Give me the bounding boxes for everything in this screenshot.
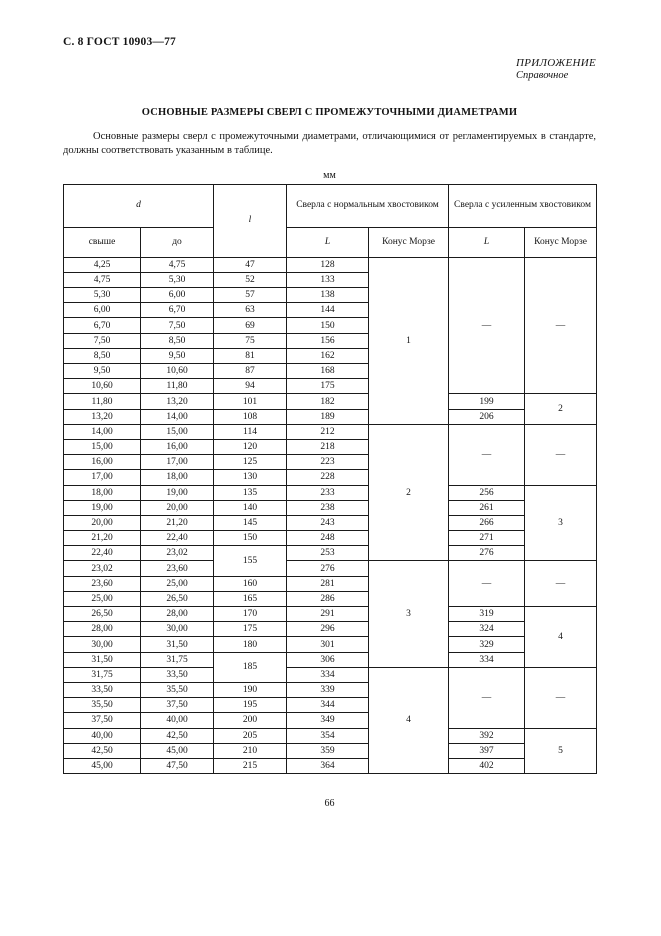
table-cell: 168 <box>287 364 369 379</box>
table-row <box>64 394 597 409</box>
table-cell: 31,75 <box>141 652 214 667</box>
table-cell: 15,00 <box>64 439 141 454</box>
table-row <box>64 652 597 667</box>
table-cell: 2 <box>525 394 597 424</box>
table-cell: 359 <box>287 743 369 758</box>
table-cell: 215 <box>214 758 287 773</box>
table-cell: 42,50 <box>64 743 141 758</box>
table-cell: 205 <box>214 728 287 743</box>
table-row <box>64 409 597 424</box>
table-cell: 4,75 <box>141 257 214 272</box>
annex-type: Справочное <box>516 70 569 81</box>
table-cell: 23,60 <box>141 561 214 576</box>
table-cell: 175 <box>214 622 287 637</box>
table-cell: — <box>449 667 525 728</box>
table-cell: 160 <box>214 576 287 591</box>
table-cell: 14,00 <box>141 409 214 424</box>
table-row <box>64 485 597 500</box>
table-cell: 23,02 <box>64 561 141 576</box>
table-cell: 4,75 <box>64 272 141 287</box>
table-cell: 291 <box>287 607 369 622</box>
table-cell: 101 <box>214 394 287 409</box>
table-cell: 81 <box>214 348 287 363</box>
table-cell: 23,02 <box>141 546 214 561</box>
table-cell: 296 <box>287 622 369 637</box>
table-cell: 128 <box>287 257 369 272</box>
table-cell: 319 <box>449 607 525 622</box>
table-cell: 47 <box>214 257 287 272</box>
table-cell: 3 <box>369 561 449 667</box>
table-cell: 5,30 <box>64 288 141 303</box>
table-cell: 33,50 <box>141 667 214 682</box>
table-cell: 324 <box>449 622 525 637</box>
table-cell: 212 <box>287 424 369 439</box>
table-row <box>64 257 597 272</box>
table-cell: — <box>449 561 525 607</box>
table-cell: 339 <box>287 682 369 697</box>
table-cell: 69 <box>214 318 287 333</box>
table-cell: 6,00 <box>64 303 141 318</box>
table-cell: 17,00 <box>141 455 214 470</box>
table-cell: 18,00 <box>141 470 214 485</box>
table-cell: 253 <box>287 546 369 561</box>
table-row <box>64 500 597 515</box>
table-cell: 42,50 <box>141 728 214 743</box>
table-cell: 7,50 <box>141 318 214 333</box>
page-number: 66 <box>324 798 335 810</box>
col-header-morse-normal: Конус Морзе <box>369 227 449 257</box>
table-cell: 6,00 <box>141 288 214 303</box>
table-cell: 45,00 <box>64 758 141 773</box>
table-row <box>64 424 597 439</box>
table-cell: 31,50 <box>64 652 141 667</box>
table-cell: 63 <box>214 303 287 318</box>
table-cell: 35,50 <box>64 698 141 713</box>
table-cell: 218 <box>287 439 369 454</box>
table-cell: 52 <box>214 272 287 287</box>
table-cell: 162 <box>287 348 369 363</box>
table-cell: 144 <box>287 303 369 318</box>
table-cell: 75 <box>214 333 287 348</box>
table-cell: 6,70 <box>141 303 214 318</box>
table-cell: 17,00 <box>64 470 141 485</box>
col-header-L-reinforced: L <box>449 227 525 257</box>
table-cell: 35,50 <box>141 682 214 697</box>
table-cell: 14,00 <box>64 424 141 439</box>
table-cell: 190 <box>214 682 287 697</box>
table-cell: 364 <box>287 758 369 773</box>
table-cell: 195 <box>214 698 287 713</box>
table-cell: 402 <box>449 758 525 773</box>
table-cell: 22,40 <box>64 546 141 561</box>
table-cell: 329 <box>449 637 525 652</box>
table-cell: 5,30 <box>141 272 214 287</box>
table-row <box>64 531 597 546</box>
table-cell: 33,50 <box>64 682 141 697</box>
table-cell: 94 <box>214 379 287 394</box>
table-cell: 26,50 <box>64 607 141 622</box>
table-cell: 182 <box>287 394 369 409</box>
table-cell: 4,25 <box>64 257 141 272</box>
table-cell: 40,00 <box>64 728 141 743</box>
table-cell: 138 <box>287 288 369 303</box>
table-cell: 175 <box>287 379 369 394</box>
table-cell: — <box>525 667 597 728</box>
table-cell: 11,80 <box>64 394 141 409</box>
table-cell: 140 <box>214 500 287 515</box>
table-cell: 206 <box>449 409 525 424</box>
table-cell: 30,00 <box>64 637 141 652</box>
table-cell: 354 <box>287 728 369 743</box>
table-row <box>64 743 597 758</box>
col-group-normal-shank: Сверла с нормальным хвостовиком <box>287 184 449 227</box>
col-header-to: до <box>141 227 214 257</box>
table-cell: 19,00 <box>141 485 214 500</box>
table-cell: 120 <box>214 439 287 454</box>
table-cell: 16,00 <box>64 455 141 470</box>
table-cell: 31,75 <box>64 667 141 682</box>
table-cell: 228 <box>287 470 369 485</box>
table-cell: 57 <box>214 288 287 303</box>
table-cell: 248 <box>287 531 369 546</box>
table-cell: 28,00 <box>64 622 141 637</box>
table-cell: 286 <box>287 591 369 606</box>
table-cell: 200 <box>214 713 287 728</box>
table-cell: 199 <box>449 394 525 409</box>
table-cell: 30,00 <box>141 622 214 637</box>
table-row <box>64 561 597 576</box>
table-row <box>64 728 597 743</box>
col-header-over: свыше <box>64 227 141 257</box>
table-cell: — <box>525 424 597 485</box>
table-cell: 276 <box>287 561 369 576</box>
table-cell: 20,00 <box>64 515 141 530</box>
table-cell: 45,00 <box>141 743 214 758</box>
table-cell: 22,40 <box>141 531 214 546</box>
dimensions-table <box>63 184 597 774</box>
table-cell: — <box>449 424 525 485</box>
table-header <box>64 184 597 257</box>
table-cell: — <box>525 257 597 394</box>
table-cell: 47,50 <box>141 758 214 773</box>
document-title: ОСНОВНЫЕ РАЗМЕРЫ СВЕРЛ С ПРОМЕЖУТОЧНЫМИ ДИАМЕТРАМИ <box>141 107 518 118</box>
table-cell: 21,20 <box>141 515 214 530</box>
annex-block <box>63 57 596 83</box>
page-header-reference: С. 8 ГОСТ 10903—77 <box>63 36 176 48</box>
table-cell: 133 <box>287 272 369 287</box>
table-cell: 114 <box>214 424 287 439</box>
table-cell: 165 <box>214 591 287 606</box>
col-header-L-normal: L <box>287 227 369 257</box>
table-cell: 155 <box>214 546 287 576</box>
table-cell: 210 <box>214 743 287 758</box>
table-cell: 135 <box>214 485 287 500</box>
col-header-l: l <box>214 184 287 257</box>
table-cell: 344 <box>287 698 369 713</box>
col-group-reinforced-shank: Сверла с усиленным хвостовиком <box>449 184 597 227</box>
table-row <box>64 546 597 561</box>
table-cell: 334 <box>287 667 369 682</box>
intro-paragraph: Основные размеры сверл с промежуточными диаметрами, отличающимися от регламентируемых в стандарте, должны соответствовать указанным в таблице. <box>63 131 596 156</box>
table-cell: 256 <box>449 485 525 500</box>
table-row <box>64 622 597 637</box>
table-cell: 3 <box>525 485 597 561</box>
table-cell: 392 <box>449 728 525 743</box>
table-cell: 8,50 <box>64 348 141 363</box>
table-cell: 8,50 <box>141 333 214 348</box>
table-cell: 150 <box>287 318 369 333</box>
table-row <box>64 758 597 773</box>
table-cell: 2 <box>369 424 449 561</box>
table-cell: 7,50 <box>64 333 141 348</box>
table-cell: 1 <box>369 257 449 424</box>
table-cell: 156 <box>287 333 369 348</box>
table-cell: 281 <box>287 576 369 591</box>
table-cell: 223 <box>287 455 369 470</box>
table-cell: 334 <box>449 652 525 667</box>
table-cell: 150 <box>214 531 287 546</box>
table-cell: 23,60 <box>64 576 141 591</box>
table-row <box>64 667 597 682</box>
table-cell: 4 <box>525 607 597 668</box>
table-cell: 9,50 <box>64 364 141 379</box>
table-cell: 108 <box>214 409 287 424</box>
table-cell: 145 <box>214 515 287 530</box>
table-cell: 13,20 <box>64 409 141 424</box>
units-label: мм <box>323 169 336 181</box>
table-cell: 189 <box>287 409 369 424</box>
table-cell: 28,00 <box>141 607 214 622</box>
table-cell: 10,60 <box>64 379 141 394</box>
table-cell: 16,00 <box>141 439 214 454</box>
table-cell: 11,80 <box>141 379 214 394</box>
table-cell: 266 <box>449 515 525 530</box>
table-body <box>64 257 597 773</box>
table-cell: 4 <box>369 667 449 773</box>
table-cell: 37,50 <box>141 698 214 713</box>
table-cell: 10,60 <box>141 364 214 379</box>
table-cell: 26,50 <box>141 591 214 606</box>
table-cell: 13,20 <box>141 394 214 409</box>
table-cell: 349 <box>287 713 369 728</box>
table-cell: 25,00 <box>141 576 214 591</box>
table-cell: 233 <box>287 485 369 500</box>
table-cell: 18,00 <box>64 485 141 500</box>
table-cell: 130 <box>214 470 287 485</box>
col-header-d: d <box>64 184 214 227</box>
table-cell: 9,50 <box>141 348 214 363</box>
col-header-morse-reinforced: Конус Морзе <box>525 227 597 257</box>
annex-label: ПРИЛОЖЕНИЕ <box>516 57 596 69</box>
table-cell: 21,20 <box>64 531 141 546</box>
table-cell: 20,00 <box>141 500 214 515</box>
table-cell: 15,00 <box>141 424 214 439</box>
table-row <box>64 607 597 622</box>
table-cell: 306 <box>287 652 369 667</box>
table-cell: 31,50 <box>141 637 214 652</box>
table-cell: 180 <box>214 637 287 652</box>
table-cell: 170 <box>214 607 287 622</box>
table-cell: — <box>449 257 525 394</box>
table-cell: 243 <box>287 515 369 530</box>
table-cell: 397 <box>449 743 525 758</box>
table-cell: 276 <box>449 546 525 561</box>
table-cell: 37,50 <box>64 713 141 728</box>
table-cell: 238 <box>287 500 369 515</box>
table-cell: 261 <box>449 500 525 515</box>
table-cell: 6,70 <box>64 318 141 333</box>
table-cell: 301 <box>287 637 369 652</box>
table-cell: 87 <box>214 364 287 379</box>
table-cell: 25,00 <box>64 591 141 606</box>
table-cell: 19,00 <box>64 500 141 515</box>
table-cell: 125 <box>214 455 287 470</box>
table-cell: 185 <box>214 652 287 682</box>
table-cell: — <box>525 561 597 607</box>
table-cell: 271 <box>449 531 525 546</box>
table-row <box>64 637 597 652</box>
table-row <box>64 515 597 530</box>
table-cell: 40,00 <box>141 713 214 728</box>
table-cell: 5 <box>525 728 597 774</box>
